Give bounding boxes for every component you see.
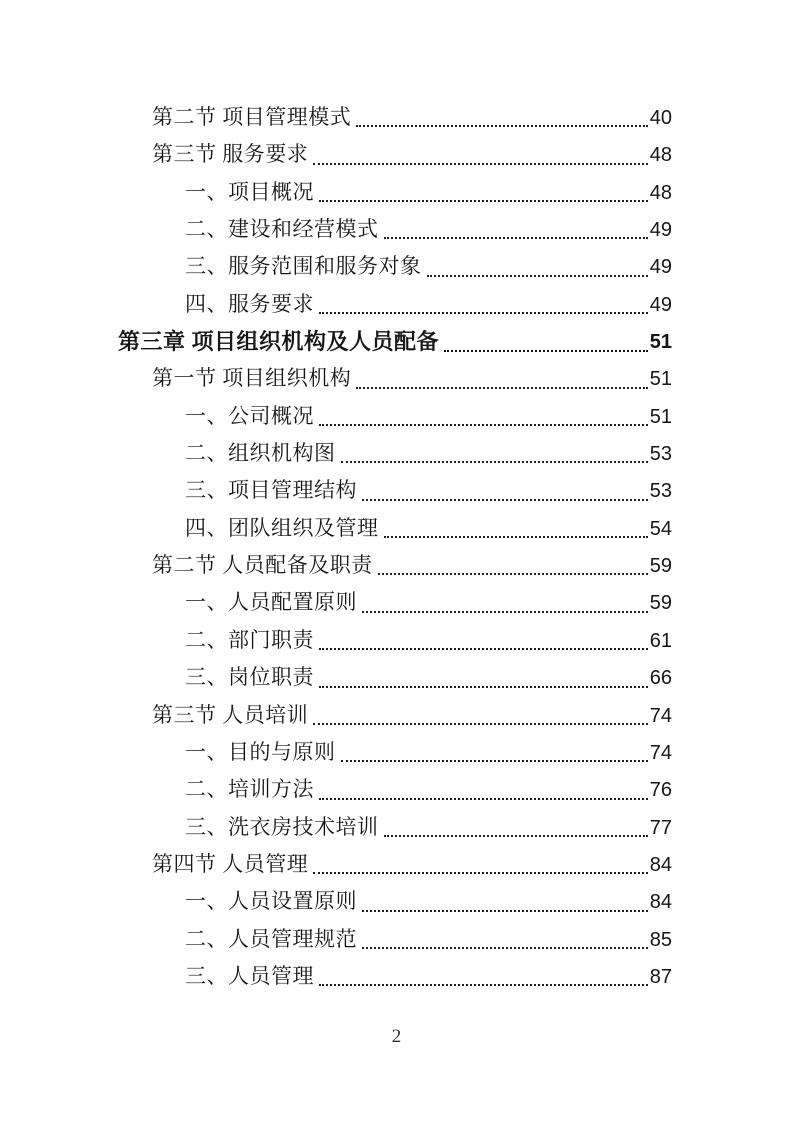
toc-dot-leader xyxy=(319,686,648,688)
toc-entry[interactable] xyxy=(118,99,672,136)
toc-entry-page: 84 xyxy=(649,853,672,876)
toc-dot-leader xyxy=(384,835,648,837)
toc-entry-page: 53 xyxy=(649,443,672,466)
toc-entry-label: 第三节 人员培训 xyxy=(152,702,309,727)
footer-page-number: 2 xyxy=(391,1026,402,1047)
toc-entry[interactable] xyxy=(118,510,672,547)
toc-entry-label: 三、岗位职责 xyxy=(185,665,314,690)
toc-entry-label: 二、培训方法 xyxy=(185,777,314,802)
toc-dot-leader xyxy=(356,387,648,389)
toc-entry-label: 一、公司概况 xyxy=(185,403,314,428)
toc-entry-label: 三、人员管理 xyxy=(185,963,314,988)
toc-entry[interactable] xyxy=(118,883,672,920)
toc-entry-label: 第三章 项目组织机构及人员配备 xyxy=(118,329,440,355)
toc-entry-page: 51 xyxy=(649,331,672,354)
toc-entry-label: 二、人员管理规范 xyxy=(185,926,357,951)
toc-entry[interactable] xyxy=(118,734,672,771)
toc-dot-leader xyxy=(444,350,648,352)
toc-entry-page: 51 xyxy=(649,405,672,428)
toc-entry-page: 66 xyxy=(649,667,672,690)
toc-entry-label: 第四节 人员管理 xyxy=(152,851,309,876)
toc-entry[interactable] xyxy=(118,659,672,696)
toc-entry-label: 四、团队组织及管理 xyxy=(185,515,379,540)
toc-entry-label: 一、人员设置原则 xyxy=(185,889,357,914)
toc-dot-leader xyxy=(362,910,648,912)
toc-entry[interactable] xyxy=(118,398,672,435)
toc-dot-leader xyxy=(341,461,648,463)
toc-dot-leader xyxy=(319,984,648,986)
toc-entry-page: 74 xyxy=(649,704,672,727)
toc-entry-label: 四、服务要求 xyxy=(185,291,314,316)
toc-entry-label: 一、人员配置原则 xyxy=(185,590,357,615)
toc-dot-leader xyxy=(384,536,648,538)
toc-entry-label: 三、服务范围和服务对象 xyxy=(185,254,422,279)
toc-entry-label: 第三节 服务要求 xyxy=(152,142,309,167)
toc-entry-label: 第一节 项目组织机构 xyxy=(152,366,352,391)
toc-entry-label: 一、项目概况 xyxy=(185,179,314,204)
toc-entry[interactable] xyxy=(118,846,672,883)
toc-entry-label: 二、建设和经营模式 xyxy=(185,217,379,242)
toc-dot-leader xyxy=(319,798,648,800)
toc-dot-leader xyxy=(313,163,648,165)
toc-entry[interactable] xyxy=(118,211,672,248)
toc-dot-leader xyxy=(362,499,648,501)
toc-entry-page: 49 xyxy=(649,256,672,279)
toc-entry-page: 49 xyxy=(649,219,672,242)
toc-entry[interactable] xyxy=(118,136,672,173)
toc-entry-page: 61 xyxy=(649,629,672,652)
toc-entry-page: 85 xyxy=(649,928,672,951)
toc-entry-label: 二、部门职责 xyxy=(185,627,314,652)
toc-entry-label: 一、目的与原则 xyxy=(185,739,336,764)
toc-dot-leader xyxy=(378,573,648,575)
toc-entry[interactable] xyxy=(118,809,672,846)
toc-entry[interactable] xyxy=(118,174,672,211)
toc-entry[interactable] xyxy=(118,584,672,621)
toc-entry[interactable] xyxy=(118,697,672,734)
toc-entry-page: 49 xyxy=(649,293,672,316)
toc-entry-page: 40 xyxy=(649,107,672,129)
toc-entry[interactable] xyxy=(118,771,672,808)
toc xyxy=(118,99,672,995)
toc-entry[interactable] xyxy=(118,360,672,397)
toc-dot-leader xyxy=(313,723,648,725)
toc-entry[interactable] xyxy=(118,921,672,958)
toc-entry-label: 三、洗衣房技术培训 xyxy=(185,814,379,839)
toc-dot-leader xyxy=(319,424,648,426)
toc-entry[interactable] xyxy=(118,435,672,472)
toc-entry-page: 74 xyxy=(649,741,672,764)
toc-entry-label: 第二节 项目管理模式 xyxy=(152,105,352,129)
toc-dot-leader xyxy=(319,648,648,650)
toc-entry[interactable] xyxy=(118,622,672,659)
toc-entry-page: 59 xyxy=(649,555,672,578)
toc-dot-leader xyxy=(384,237,648,239)
toc-entry-page: 54 xyxy=(649,517,672,540)
toc-entry-page: 77 xyxy=(649,816,672,839)
toc-entry[interactable] xyxy=(118,248,672,285)
toc-dot-leader xyxy=(319,312,648,314)
toc-entry-label: 三、项目管理结构 xyxy=(185,478,357,503)
toc-entry[interactable] xyxy=(118,547,672,584)
toc-dot-leader xyxy=(356,125,648,127)
toc-entry-page: 48 xyxy=(649,181,672,204)
toc-dot-leader xyxy=(341,760,648,762)
toc-entry-label: 二、组织机构图 xyxy=(185,441,336,466)
toc-entry-page: 84 xyxy=(649,891,672,914)
toc-entry-page: 87 xyxy=(649,965,672,988)
toc-entry-page: 76 xyxy=(649,779,672,802)
toc-entry-page: 51 xyxy=(649,368,672,391)
toc-entry[interactable] xyxy=(118,286,672,323)
toc-entry[interactable] xyxy=(118,472,672,509)
toc-entry-page: 53 xyxy=(649,480,672,503)
toc-dot-leader xyxy=(319,200,648,202)
toc-dot-leader xyxy=(427,275,648,277)
toc-dot-leader xyxy=(313,872,648,874)
toc-entry-label: 第二节 人员配备及职责 xyxy=(152,553,373,578)
toc-dot-leader xyxy=(362,611,648,613)
toc-entry[interactable] xyxy=(118,323,672,360)
toc-entry-page: 48 xyxy=(649,144,672,167)
toc-entry-page: 59 xyxy=(649,592,672,615)
toc-entry[interactable] xyxy=(118,958,672,995)
toc-dot-leader xyxy=(362,947,648,949)
